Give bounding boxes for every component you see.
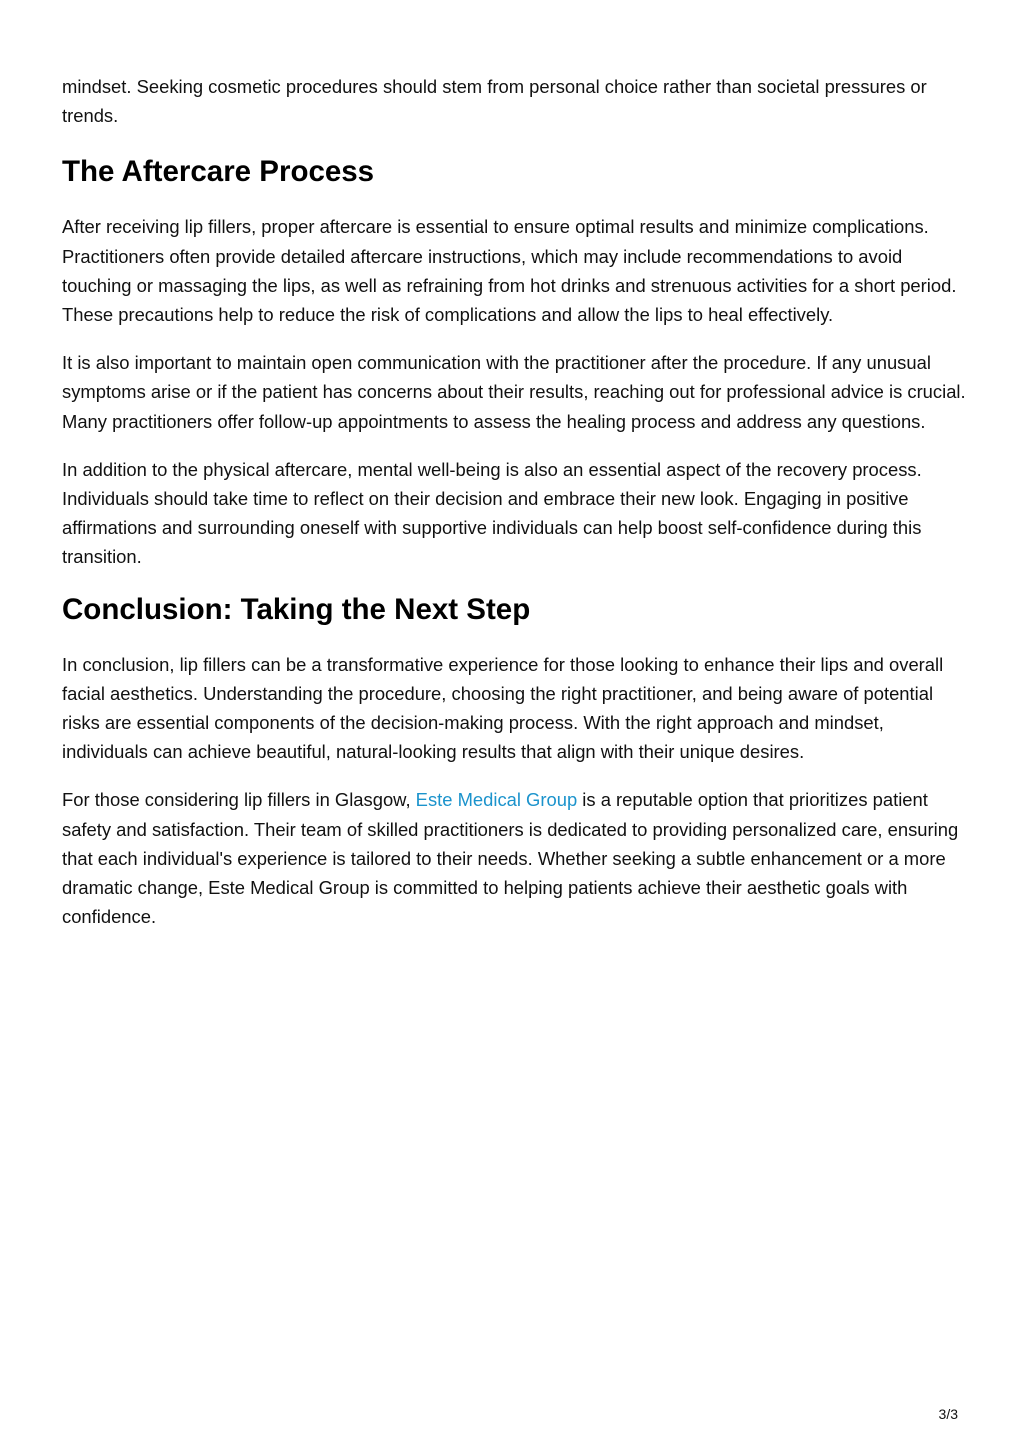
aftercare-paragraph-1: After receiving lip fillers, proper aftercare is essential to ensure optimal results and minimize complications. Practitioners often provide detailed aftercare instructions, which may include recommendations to avoid touching or massaging the lips, as well as refraining from hot drinks and strenuous activities for a short period. These precautions help to reduce the risk of complications and allow the lips to heal effectively. xyxy=(62,216,957,326)
page-number: 3/3 xyxy=(938,1406,958,1422)
conclusion-heading: Conclusion: Taking the Next Step xyxy=(62,592,531,626)
paragraph-text-after-link: is a reputable option that prioritizes patient safety and satisfaction. Their team of skilled practitioners is dedicated to providing personalized care, ensuring that each individual's experience is tailored to their needs. Whether seeking a subtle enhancement or a more dramatic change, Este Medical Group is committed to helping patients achieve their aesthetic goals with confidence. xyxy=(62,789,959,928)
aftercare-paragraph-3: In addition to the physical aftercare, mental well-being is also an essential aspect of the recovery process. Individuals should take time to reflect on their decision and embrace their new look. Engaging in positive affirmations and surrounding oneself with supportive individuals can help boost self-confidence during this transition. xyxy=(62,458,922,568)
intro-paragraph: mindset. Seeking cosmetic procedures should stem from personal choice rather than societal pressures or trends. xyxy=(62,76,927,127)
document-page xyxy=(62,72,966,950)
este-medical-group-link[interactable]: Este Medical Group xyxy=(415,789,578,811)
aftercare-heading: The Aftercare Process xyxy=(62,155,375,189)
aftercare-paragraph-2: It is also important to maintain open communication with the practitioner after the procedure. If any unusual symptoms arise or if the patient has concerns about their results, reaching out for professional advice is crucial. Many practitioners offer follow-up appointments to assess the healing process and address any questions. xyxy=(62,352,966,432)
conclusion-paragraph-1: In conclusion, lip fillers can be a transformative experience for those looking to enhance their lips and overall facial aesthetics. Understanding the procedure, choosing the right practitioner, and being aware of potential risks are essential components of the decision-making process. With the right approach and mindset, individuals can achieve beautiful, natural-looking results that align with their unique desires. xyxy=(62,653,944,763)
conclusion-paragraph-2 xyxy=(62,785,966,931)
paragraph-text-before-link: For those considering lip fillers in Glasgow, xyxy=(62,789,416,811)
